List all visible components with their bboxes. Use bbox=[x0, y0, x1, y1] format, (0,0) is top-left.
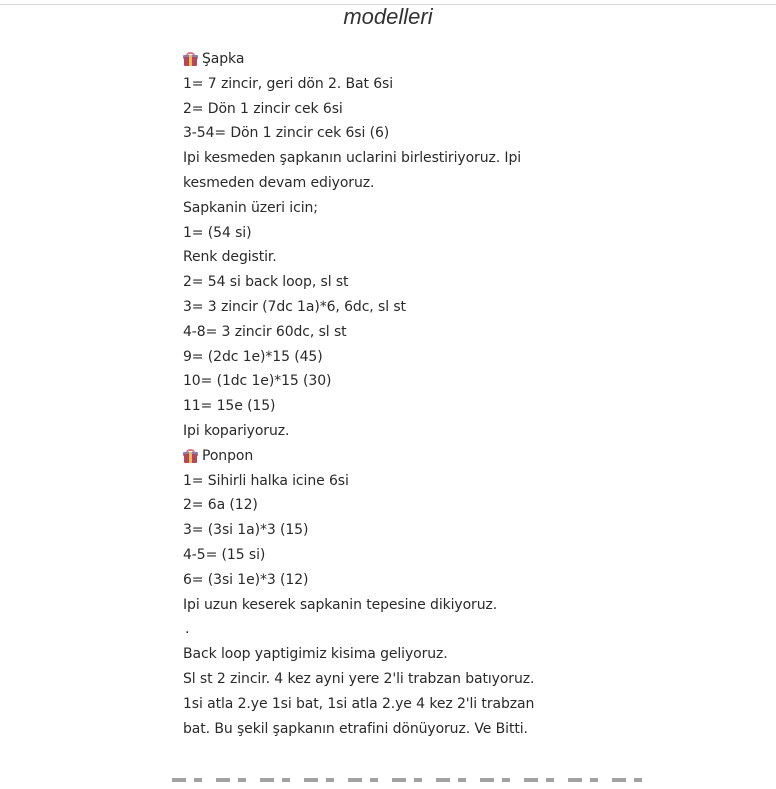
pattern-line: 3= (3si 1a)*3 (15) bbox=[183, 522, 309, 539]
pattern-line: Back loop yaptigimiz kisima geliyoruz. bbox=[183, 646, 448, 663]
pattern-line: 11= 15e (15) bbox=[183, 398, 276, 415]
pattern-line: Ipi uzun keserek sapkanin tepesine dikiyoruz. bbox=[183, 596, 498, 613]
pattern-line: 1= 7 zincir, geri dön 2. Bat 6si bbox=[183, 75, 393, 92]
pattern-line: Ipi kesmeden şapkanın uclarini birlestiriyoruz. Ipi bbox=[183, 150, 522, 167]
section-heading-ponpon bbox=[183, 444, 743, 469]
pattern-line: kesmeden devam ediyoruz. bbox=[183, 174, 375, 191]
pattern-line: 2= 54 si back loop, sl st bbox=[183, 274, 349, 291]
pattern-line: Sapkanin üzeri icin; bbox=[183, 199, 318, 216]
section-heading-label: Şapka bbox=[202, 51, 245, 67]
section-heading-sapka bbox=[183, 47, 743, 72]
pattern-line: 4-5= (15 si) bbox=[183, 546, 266, 563]
pattern-line: bat. Bu şekil şapkanın etrafini dönüyoruz. Ve Bitti. bbox=[183, 720, 528, 737]
clipped-text-fragment bbox=[172, 768, 672, 789]
pattern-line: 10= (1dc 1e)*15 (30) bbox=[183, 373, 332, 390]
pattern-line: 4-8= 3 zincir 60dc, sl st bbox=[183, 323, 347, 340]
pattern-line: 2= 6a (12) bbox=[183, 497, 258, 514]
pattern-line: 6= (3si 1e)*3 (12) bbox=[183, 571, 309, 588]
pattern-line: 3= 3 zincir (7dc 1a)*6, 6dc, sl st bbox=[183, 298, 406, 315]
gift-icon bbox=[183, 449, 198, 463]
pattern-line: Renk degistir. bbox=[183, 249, 277, 266]
pattern-line: 1si atla 2.ye 1si bat, 1si atla 2.ye 4 kez 2'li trabzan bbox=[183, 695, 535, 712]
gift-icon bbox=[183, 52, 198, 66]
pattern-line: 1= Sihirli halka icine 6si bbox=[183, 472, 349, 489]
pattern-line: 2= Dön 1 zincir cek 6si bbox=[183, 100, 343, 117]
pattern-line: . bbox=[185, 621, 190, 638]
pattern-line: Ipi kopariyoruz. bbox=[183, 422, 290, 439]
section-heading-label: Ponpon bbox=[202, 447, 254, 464]
pattern-line: 1= (54 si) bbox=[183, 224, 252, 241]
pattern-line: Sl st 2 zincir. 4 kez ayni yere 2'li trabzan batıyoruz. bbox=[183, 670, 535, 687]
page-title: modelleri bbox=[343, 4, 433, 29]
pattern-line: 9= (2dc 1e)*15 (45) bbox=[183, 348, 323, 365]
pattern-line: 3-54= Dön 1 zincir cek 6si (6) bbox=[183, 125, 390, 142]
pattern-document bbox=[183, 47, 743, 741]
